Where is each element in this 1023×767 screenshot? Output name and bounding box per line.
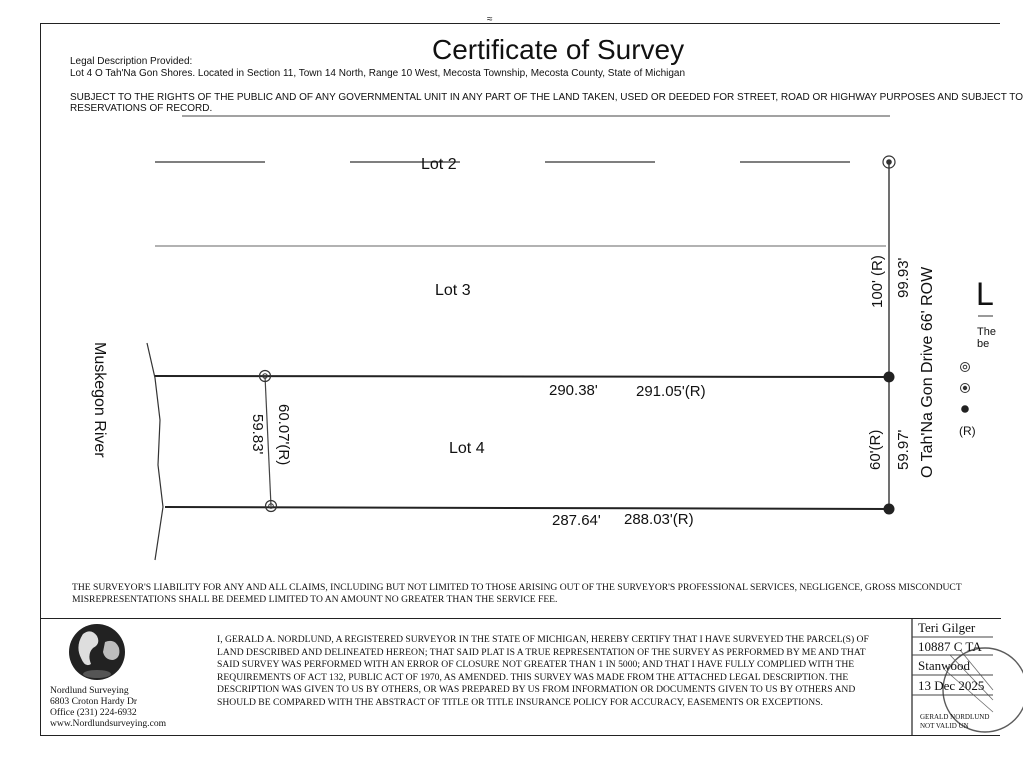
river-label: Muskegon River — [91, 342, 108, 458]
monument-marker — [884, 372, 895, 383]
seal-text-line2: NOT VALID UN — [920, 722, 969, 730]
company-website: www.Nordlundsurveying.com — [50, 718, 167, 729]
lot4-south-line — [165, 507, 889, 509]
legend-iron-found-symbol — [961, 384, 970, 393]
west-line-record-dim: 60.07'(R) — [275, 404, 292, 466]
lot3-label: Lot 3 — [435, 282, 471, 299]
legal-description-text: Lot 4 O Tah'Na Gon Shores. Located in Section 11, Town 14 North, Range 10 West, Mecosta Township, Mecosta County, State of Michigan — [70, 68, 686, 79]
footer-top-rule — [41, 618, 1001, 619]
company-address: 6803 Croton Hardy Dr — [50, 696, 138, 707]
legend-line2: be — [977, 338, 990, 350]
subject-clause-line1: SUBJECT TO THE RIGHTS OF THE PUBLIC AND OF ANY GOVERNMENTAL UNIT IN ANY PART OF THE LAND TAKEN, USED OR DEEDED FOR STREET, ROAD OR HIGHWAY PURPOSES AND SUBJECT TO — [70, 92, 1023, 103]
company-phone: Office (231) 224-6932 — [50, 707, 137, 718]
company-name: Nordlund Surveying — [50, 685, 129, 696]
surveyor-certification: I, GERALD A. NORDLUND, A REGISTERED SURVEYOR IN THE STATE OF MICHIGAN, HEREBY CERTIFY THAT I HAVE SURVEYED THE PARCEL(S) OF LAND DESCRIBED AND DELINEATED HEREON; THAT SAID PLAT IS A TRUE REPRESENTATION OF THE SURVEY AS PERFORMED BY ME AND THAT SAID SURVEY WAS PERFORMED WITH AN ERROR OF CLOSURE NOT GREATER THAN 1 IN 5000; AND THAT I HAVE FULLY COMPLIED WITH THE REQUIREMENTS OF ACT 132, PUBLIC ACT OF 1970, AS AMENDED. THIS SURVEY WAS MADE FROM THE ATTACHED LEGAL DESCRIPTION. THE DESCRIPTION WAS GIVEN TO US BY OTHERS, OR WAS PREPARED BY US FROM INFORMATION OR DOCUMENTS GIVEN TO US BY OTHERS AND SHOULD BE COMPARED WITH THE ABSTRACT OF TITLE OR TITLE INSURANCE POLICY FOR ACCURACY, EASEMENTS OR EXCEPTIONS. — [217, 634, 869, 708]
lot4-label: Lot 4 — [449, 440, 485, 457]
top-mark: ≈ — [487, 14, 493, 25]
legend-record-symbol: (R) — [959, 424, 976, 438]
road-label: O Tah'Na Gon Drive 66' ROW — [919, 266, 936, 478]
east-line-record-dim: 60'(R) — [867, 429, 884, 470]
legend-iron-set-symbol — [961, 363, 970, 372]
legal-description-heading: Legal Description Provided: — [70, 56, 193, 67]
client-address: 10887 C TA — [918, 639, 982, 654]
legend-title: L — [976, 276, 994, 312]
legend-line1: The — [977, 326, 996, 338]
liability-clause-line2: MISREPRESENTATIONS SHALL BE DEEMED LIMITED TO AN AMOUNT NO GREATER THAN THE SERVICE FEE. — [72, 594, 558, 605]
lot3-east-measured-dim: 99.93' — [895, 257, 912, 298]
south-line-measured-dim: 287.64' — [552, 512, 601, 529]
monument-marker — [884, 504, 895, 515]
lot2-label: Lot 2 — [421, 156, 457, 173]
south-line-record-dim: 288.03'(R) — [624, 511, 694, 528]
subject-clause-line2: RESERVATIONS OF RECORD. — [70, 103, 213, 114]
liability-clause-line1: THE SURVEYOR'S LIABILITY FOR ANY AND ALL CLAIMS, INCLUDING BUT NOT LIMITED TO THOSE ARISING OUT OF THE SURVEYOR'S PROFESSIONAL SERVICES, NEGLIGENCE, GROSS MISCONDUCT — [72, 582, 962, 593]
seal-text-line1: GERALD NORDLUND — [920, 713, 990, 721]
page-title: Certificate of Survey — [432, 34, 685, 65]
east-line-measured-dim: 59.97' — [895, 429, 912, 470]
client-city: Stanwood — [918, 658, 970, 673]
lot3-east-record-dim: 100' (R) — [869, 255, 886, 308]
seal-text — [920, 713, 989, 731]
legend-monument-symbol — [961, 405, 969, 413]
north-line-record-dim: 291.05'(R) — [636, 383, 706, 400]
client-name: Teri Gilger — [918, 620, 976, 635]
north-line-measured-dim: 290.38' — [549, 382, 598, 399]
globe-logo — [69, 624, 125, 680]
survey-date: 13 Dec 2025 — [918, 678, 985, 693]
west-line-measured-dim: 59.83' — [249, 414, 266, 455]
